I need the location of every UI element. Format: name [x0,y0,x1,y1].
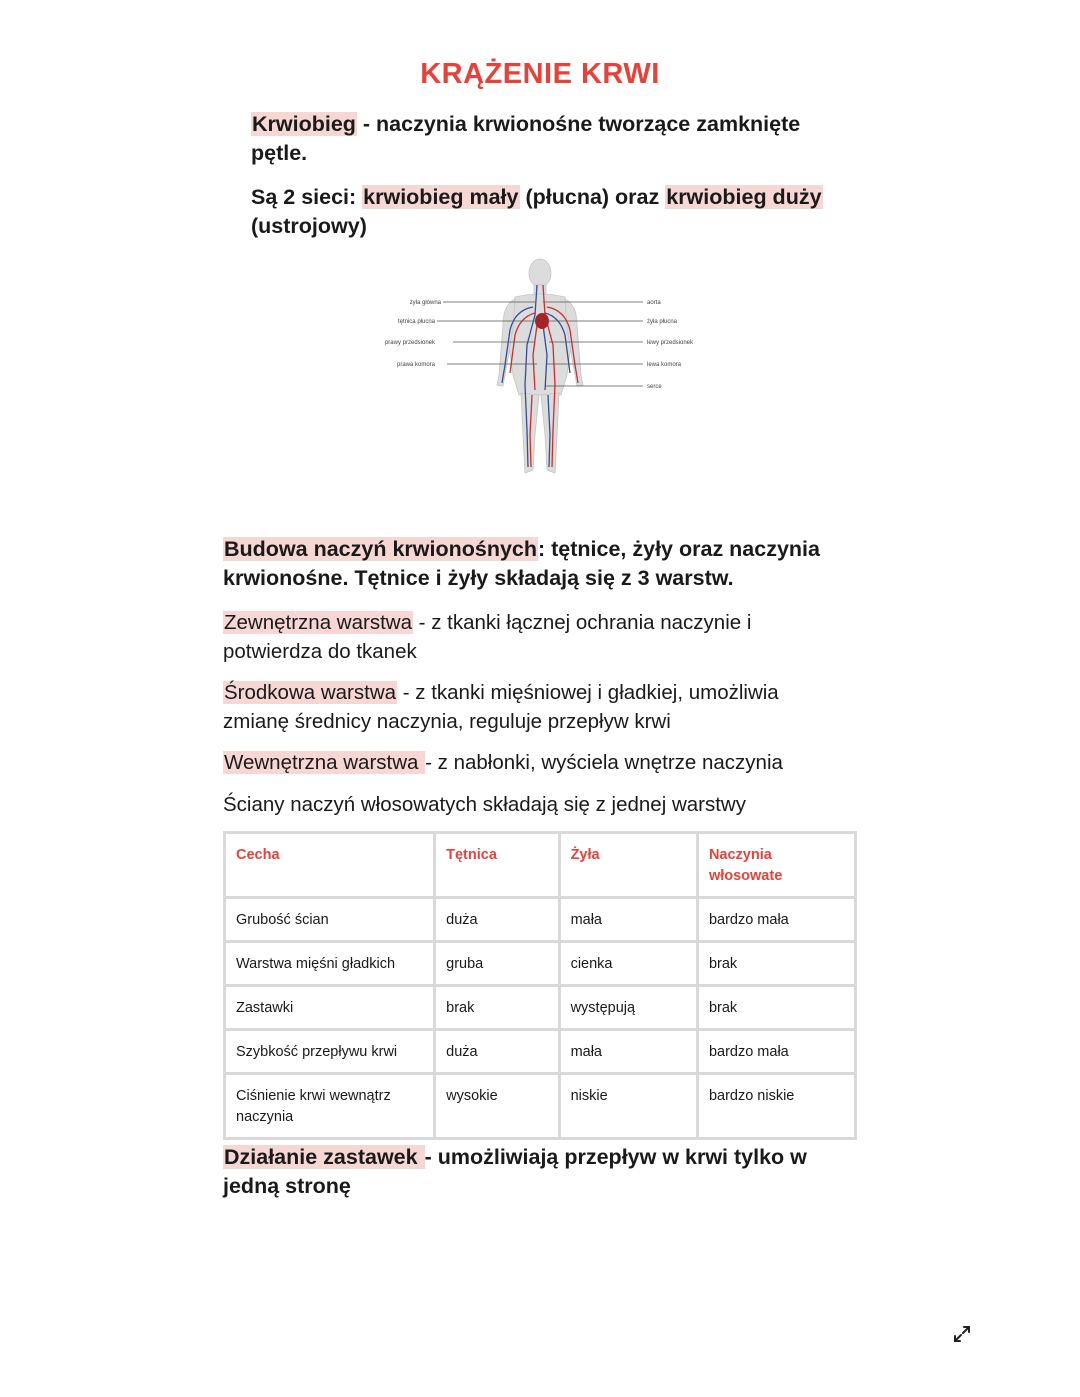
definition-text: - naczynia krwionośne tworzące zamknięte pętle. [251,112,801,165]
term-small-circulation: krwiobieg mały [363,185,519,209]
inner-layer-text: - z nabłonki, wyściela wnętrze naczynia [425,751,783,774]
inner-layer-paragraph [223,748,843,777]
middle-layer-text: - z tkanki mięśniowej i gładkiej, umożliwia zmianę średnicy naczynia, reguluje przepływ krwi [223,681,779,733]
term-middle-layer: Środkowa warstwa [224,681,397,704]
label-left-ventricle: lewa komora [647,362,682,368]
term-large-circulation: krwiobieg duży [666,185,822,209]
label-right-ventricle: prawa komora [396,362,435,368]
table-cell: występują [559,986,697,1030]
table-cell: mała [559,898,697,942]
table-cell: gruba [435,942,559,986]
label-left-atrium: lewy przedsionek [647,340,694,346]
networks-paragraph [251,183,851,241]
outer-layer-paragraph [223,608,843,666]
valves-paragraph [223,1143,853,1201]
table-cell: wysokie [435,1074,559,1139]
table-cell: bardzo mała [697,1030,855,1074]
header-cell: Tętnica [435,833,559,898]
label-heart: serce [647,384,662,390]
term-outer-layer: Zewnętrzna warstwa [224,611,412,634]
label-aorta: aorta [647,300,661,306]
header-cell: Cecha [225,833,435,898]
label-vena-cava: żyła główna [409,300,441,306]
term-inner-layer: Wewnętrzna warstwa [224,751,425,774]
table-row [225,1074,856,1139]
vessel-comparison-table [223,831,857,1140]
expand-icon[interactable] [952,1324,972,1344]
page-title: KRĄŻENIE KRWI [420,58,660,90]
table-cell: Ciśnienie krwi wewnątrz naczynia [225,1074,435,1139]
label-pulmonary-vein: żyła płucna [647,319,678,325]
table-row [225,898,856,942]
table-cell: bardzo niskie [697,1074,855,1139]
table-row [225,1030,856,1074]
table-cell: brak [697,942,855,986]
vessel-structure-text: : tętnice, żyły oraz naczynia krwionośne. Tętnice i żyły składają się z 3 warstw. [223,537,820,590]
capillary-walls-paragraph: Ściany naczyń włosowatych składają się z jednej warstwy [223,793,746,816]
definition-krwiobieg [251,110,851,168]
label-right-atrium: prawy przedsionek [384,340,435,346]
table-cell: niskie [559,1074,697,1139]
table-cell: Szybkość przepływu krwi [225,1030,435,1074]
table-cell: duża [435,898,559,942]
table-cell: brak [697,986,855,1030]
table-row [225,942,856,986]
networks-plucna: (płucna) oraz [519,185,666,209]
table-cell: duża [435,1030,559,1074]
term-highlight: Krwiobieg [252,112,356,136]
table-cell: brak [435,986,559,1030]
table-cell: cienka [559,942,697,986]
term-vessel-structure: Budowa naczyń krwionośnych [224,537,537,561]
table-cell: mała [559,1030,697,1074]
header-cell: Naczynia włosowate [697,833,855,898]
outer-layer-text: - z tkanki łącznej ochrania naczynie i potwierdza do tkanek [223,611,752,663]
table-row [225,986,856,1030]
networks-intro: Są 2 sieci: [251,185,363,209]
middle-layer-paragraph [223,678,843,736]
circulatory-system-image [375,255,705,485]
table-cell: Grubość ścian [225,898,435,942]
term-valves: Działanie zastawek [224,1145,424,1169]
networks-ustrojowy: (ustrojowy) [251,214,367,238]
vessel-structure-paragraph [223,535,853,593]
valves-text: - umożliwiają przepływ w krwi tylko w jedną stronę [223,1145,807,1198]
table-header-row [225,833,856,898]
table-cell: Zastawki [225,986,435,1030]
label-pulmonary-artery: tętnica płucna [397,319,435,325]
table-cell: bardzo mała [697,898,855,942]
header-cell: Żyła [559,833,697,898]
table-cell: Warstwa mięśni gładkich [225,942,435,986]
